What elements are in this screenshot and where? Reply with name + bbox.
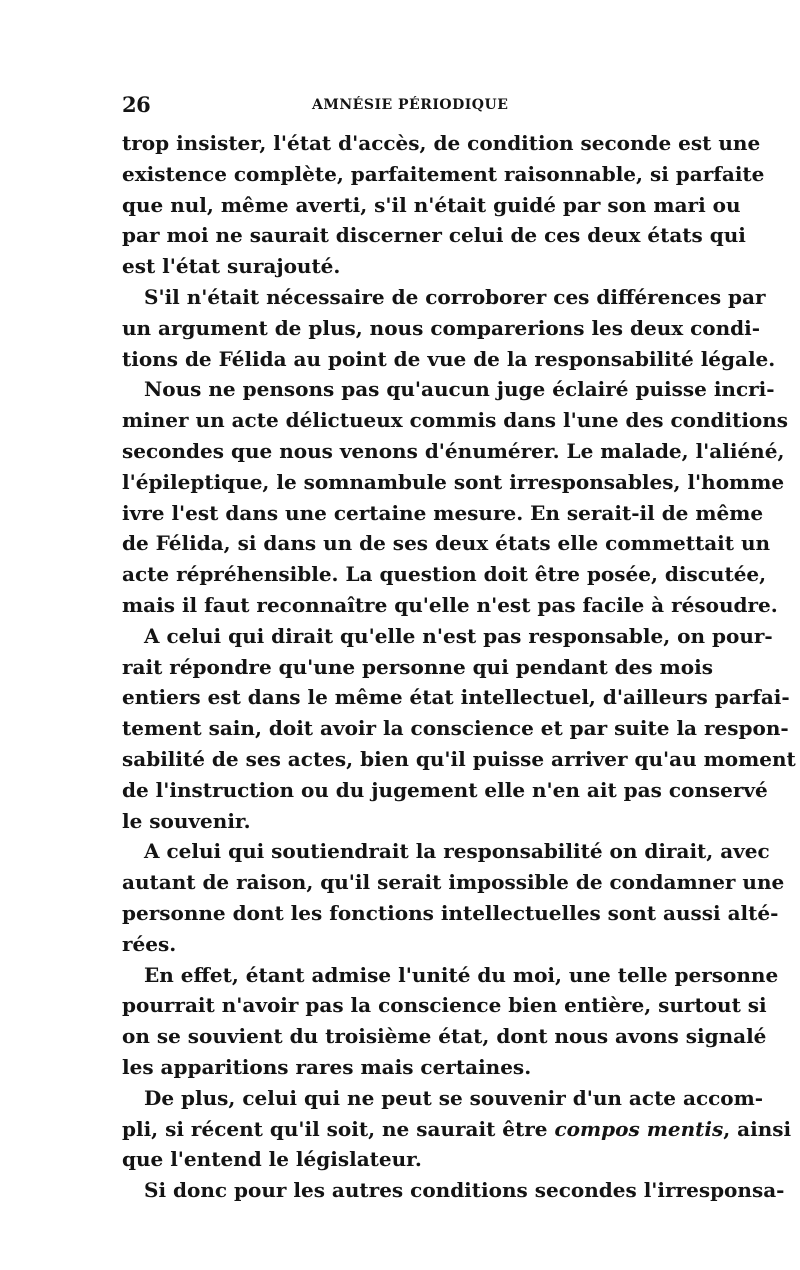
text-line: miner un acte délictueux commis dans l'une des conditions (122, 408, 789, 433)
line-text: pli, si récent qu'il soit, ne saurait être (122, 1116, 555, 1141)
text-line: secondes que nous venons d'énumérer. Le malade, l'aliéné, (122, 438, 785, 463)
text-line: pourrait n'avoir pas la conscience bien entière, surtout si (122, 993, 767, 1018)
text-line: le souvenir. (122, 808, 251, 833)
text-line: un argument de plus, nous comparerions les deux condi- (122, 315, 761, 340)
text-line: tement sain, doit avoir la conscience et par suite la respon- (122, 716, 789, 741)
text-line: est l'état surajouté. (122, 254, 341, 279)
text-line: que nul, même averti, s'il n'était guidé par son mari ou (122, 192, 741, 217)
text-line: on se souvient du troisième état, dont nous avons signalé (122, 1024, 767, 1049)
body-text (122, 128, 796, 1206)
line-tail: , ainsi (723, 1116, 792, 1141)
text-line: l'épileptique, le somnambule sont irresponsables, l'homme (122, 469, 785, 494)
paragraph-start-line: A celui qui dirait qu'elle n'est pas responsable, on pour- (144, 623, 773, 648)
text-line: que l'entend le législateur. (122, 1147, 422, 1172)
text-line: de l'instruction ou du jugement elle n'en ait pas conservé (122, 777, 768, 802)
paragraph-start-line: Nous ne pensons pas qu'aucun juge éclairé puisse incri- (144, 377, 775, 402)
running-title: AMNÉSIE PÉRIODIQUE (312, 97, 509, 113)
text-line: rait répondre qu'une personne qui pendant des mois (122, 654, 713, 679)
paragraph-start-line: A celui qui soutiendrait la responsabilité on dirait, avec (144, 839, 770, 864)
text-line: sabilité de ses actes, bien qu'il puisse arriver qu'au moment (122, 746, 796, 771)
text-line: tions de Félida au point de vue de la responsabilité légale. (122, 346, 776, 371)
text-line: par moi ne saurait discerner celui de ces deux états qui (122, 223, 746, 248)
text-line: les apparitions rares mais certaines. (122, 1054, 532, 1079)
text-line: rées. (122, 931, 177, 956)
text-line: de Félida, si dans un de ses deux états elle commettait un (122, 531, 771, 556)
text-line: mais il faut reconnaître qu'elle n'est pas facile à résoudre. (122, 592, 778, 617)
text-line: acte répréhensible. La question doit être posée, discutée, (122, 562, 767, 587)
text-line: autant de raison, qu'il serait impossible de condamner une (122, 870, 785, 895)
italic-latin-phrase: compos mentis (554, 1116, 724, 1141)
text-line: personne dont les fonctions intellectuelles sont aussi alté- (122, 900, 779, 925)
text-line-with-italic (122, 1114, 792, 1145)
text-line: existence complète, parfaitement raisonnable, si parfaite (122, 161, 765, 186)
paragraph-start-line: S'il n'était nécessaire de corroborer ces différences par (144, 284, 766, 309)
page-number: 26 (122, 92, 151, 117)
paragraph-start-line: En effet, étant admise l'unité du moi, une telle personne (144, 962, 779, 987)
text-line: trop insister, l'état d'accès, de condition seconde est une (122, 131, 761, 155)
page-header (122, 92, 678, 120)
paragraph-start-line: Si donc pour les autres conditions secondes l'irresponsa- (144, 1178, 785, 1203)
text-line: entiers est dans le même état intellectuel, d'ailleurs parfai- (122, 685, 790, 710)
paragraph-start-line: De plus, celui qui ne peut se souvenir d'un acte accom- (144, 1085, 764, 1110)
text-line: ivre l'est dans une certaine mesure. En serait-il de même (122, 500, 764, 525)
